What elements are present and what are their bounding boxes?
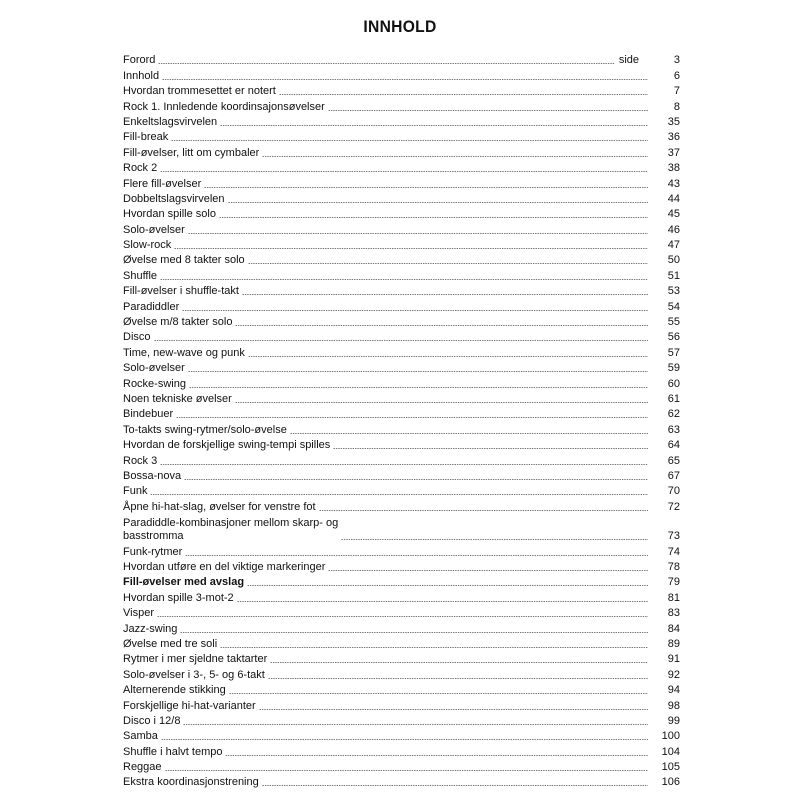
toc-entry-page: 57 bbox=[667, 346, 680, 359]
toc-entry bbox=[123, 329, 680, 344]
toc-entry-title: Solo-øvelser bbox=[123, 362, 185, 375]
dot-leader bbox=[341, 539, 648, 540]
toc-entry-page: 8 bbox=[673, 100, 680, 113]
toc-entry bbox=[123, 221, 680, 236]
toc-entry-title: Øvelse m/8 takter solo bbox=[123, 316, 233, 329]
toc-entry bbox=[123, 651, 680, 666]
dot-leader bbox=[270, 662, 648, 663]
toc-entry-page: 36 bbox=[667, 131, 680, 144]
toc-entry bbox=[123, 314, 680, 329]
dot-leader bbox=[158, 63, 614, 64]
toc-entry-title: Rytmer i mer sjeldne taktarter bbox=[123, 653, 268, 666]
toc-entry-title: Fill-øvelser med avslag bbox=[123, 576, 245, 589]
dot-leader bbox=[229, 693, 648, 694]
toc-entry bbox=[123, 252, 680, 267]
dot-leader bbox=[219, 217, 648, 218]
toc-entry bbox=[123, 682, 680, 697]
toc-entry-title: Disco i 12/8 bbox=[123, 714, 181, 727]
toc-entry-title: Solo-øvelser bbox=[123, 223, 185, 236]
dot-leader bbox=[319, 510, 648, 511]
toc-entry bbox=[123, 191, 680, 206]
dot-leader bbox=[182, 310, 648, 311]
toc-entry-title: Jazz-swing bbox=[123, 622, 178, 635]
toc-entry-page: 104 bbox=[661, 745, 680, 758]
dot-leader bbox=[161, 739, 648, 740]
toc-entry-title: Visper bbox=[123, 607, 154, 620]
toc-entry bbox=[123, 160, 680, 175]
dot-leader bbox=[171, 140, 648, 141]
toc-entry-page: 100 bbox=[661, 730, 680, 743]
toc-entry bbox=[123, 98, 680, 113]
toc-entry-page: 50 bbox=[667, 254, 680, 267]
toc-entry bbox=[123, 129, 680, 144]
toc-entry bbox=[123, 697, 680, 712]
dot-leader bbox=[237, 601, 648, 602]
toc-entry-page: 55 bbox=[667, 316, 680, 329]
dot-leader bbox=[279, 94, 648, 95]
dot-leader bbox=[259, 709, 648, 710]
dot-leader bbox=[154, 340, 648, 341]
toc-entry-title: To-takts swing-rytmer/solo-øvelse bbox=[123, 423, 287, 436]
toc-entry bbox=[123, 83, 680, 98]
dot-leader bbox=[268, 678, 648, 679]
dot-leader bbox=[204, 187, 648, 188]
toc-entry-title: Bindebuer bbox=[123, 408, 174, 421]
toc-entry-title: Øvelse med 8 takter solo bbox=[123, 254, 245, 267]
toc-entry-page: 83 bbox=[667, 607, 680, 620]
toc-entry-page: 67 bbox=[667, 469, 680, 482]
toc-entry bbox=[123, 498, 680, 513]
dot-leader bbox=[160, 171, 648, 172]
toc-entry bbox=[123, 713, 680, 728]
toc-entry-title: Noen tekniske øvelser bbox=[123, 392, 232, 405]
toc-entry bbox=[123, 468, 680, 483]
toc-entry-page: 53 bbox=[667, 285, 680, 298]
toc-entry bbox=[123, 206, 680, 221]
toc-entry-title: Solo-øvelser i 3-, 5- og 6-takt bbox=[123, 668, 265, 681]
toc-entry-page: 3 bbox=[673, 54, 680, 67]
toc-entry-page: 106 bbox=[661, 776, 680, 789]
toc-entry bbox=[123, 421, 680, 436]
toc-entry-title: Bossa-nova bbox=[123, 469, 182, 482]
toc-entry bbox=[123, 52, 680, 67]
dot-leader bbox=[185, 555, 648, 556]
toc-entry bbox=[123, 543, 680, 558]
toc-entry-page: 72 bbox=[667, 500, 680, 513]
toc-entry bbox=[123, 391, 680, 406]
page-title: INNHOLD bbox=[363, 17, 437, 37]
toc-entry-title: Hvordan spille 3-mot-2 bbox=[123, 591, 234, 604]
dot-leader bbox=[188, 371, 648, 372]
dot-leader bbox=[235, 325, 648, 326]
toc-entry-page: 64 bbox=[667, 439, 680, 452]
toc-entry-title: Funk-rytmer bbox=[123, 545, 183, 558]
toc-entry-page: 105 bbox=[661, 761, 680, 774]
toc-entry bbox=[123, 774, 680, 789]
dot-leader bbox=[235, 402, 648, 403]
toc-entry-title: Rock 2 bbox=[123, 162, 158, 175]
dot-leader bbox=[262, 156, 648, 157]
dot-leader bbox=[220, 647, 648, 648]
toc-entry-page: 62 bbox=[667, 408, 680, 421]
toc-entry-page: 6 bbox=[673, 69, 680, 82]
toc-entry-page: 74 bbox=[667, 545, 680, 558]
toc-entry bbox=[123, 559, 680, 574]
toc-entry-title: Hvordan trommesettet er notert bbox=[123, 85, 276, 98]
toc-entry bbox=[123, 437, 680, 452]
toc-entry-title: Fill-break bbox=[123, 131, 169, 144]
toc-entry-title: Slow-rock bbox=[123, 239, 172, 252]
toc-entry-title: Alternerende stikking bbox=[123, 684, 226, 697]
toc-entry-title: Reggae bbox=[123, 761, 162, 774]
dot-leader bbox=[176, 417, 648, 418]
dot-leader bbox=[183, 724, 648, 725]
dot-leader bbox=[188, 233, 648, 234]
toc-entry-title: Hvordan spille solo bbox=[123, 208, 216, 221]
toc-entry-title: Fill-øvelser i shuffle-takt bbox=[123, 285, 239, 298]
toc-entry-title: Shuffle i halvt tempo bbox=[123, 745, 223, 758]
toc-entry bbox=[123, 237, 680, 252]
toc-entry-page: 56 bbox=[667, 331, 680, 344]
toc-entry bbox=[123, 114, 680, 129]
toc-entry bbox=[123, 759, 680, 774]
toc-entry-title: Samba bbox=[123, 730, 158, 743]
toc-entry-page: 92 bbox=[667, 668, 680, 681]
toc-entry-page: 99 bbox=[667, 714, 680, 727]
toc-entry-page: 70 bbox=[667, 485, 680, 498]
toc-entry-title: Ekstra koordinasjonstrening bbox=[123, 776, 259, 789]
dot-leader bbox=[328, 570, 648, 571]
toc-entry-page: 91 bbox=[667, 653, 680, 666]
toc-entry bbox=[123, 728, 680, 743]
toc-entry-page: 43 bbox=[667, 177, 680, 190]
toc-entry-title: Dobbeltslagsvirvelen bbox=[123, 192, 225, 205]
toc-entry-page: 47 bbox=[667, 239, 680, 252]
dot-leader bbox=[189, 387, 648, 388]
toc-entry-title: Fill-øvelser, litt om cymbaler bbox=[123, 146, 260, 159]
toc-entry-title: Rocke-swing bbox=[123, 377, 186, 390]
toc-entry bbox=[123, 574, 680, 589]
toc-entry bbox=[123, 605, 680, 620]
dot-leader bbox=[157, 616, 648, 617]
dot-leader bbox=[328, 110, 648, 111]
toc-entry bbox=[123, 283, 680, 298]
toc-entry bbox=[123, 666, 680, 681]
toc-entry-page: 7 bbox=[673, 85, 680, 98]
toc-entry bbox=[123, 636, 680, 651]
toc-entry-page: 44 bbox=[667, 192, 680, 205]
toc-entry-page: 38 bbox=[667, 162, 680, 175]
toc-entry-page: 59 bbox=[667, 362, 680, 375]
toc-entry-page: 65 bbox=[667, 454, 680, 467]
toc-entry-title: Forord bbox=[123, 54, 156, 67]
toc-entry-title: Funk bbox=[123, 485, 148, 498]
dot-leader bbox=[160, 464, 648, 465]
toc-entry-title: Hvordan de forskjellige swing-tempi spilles bbox=[123, 439, 331, 452]
table-of-contents bbox=[123, 52, 680, 789]
toc-entry-title: Åpne hi-hat-slag, øvelser for venstre fot bbox=[123, 500, 316, 513]
toc-entry bbox=[123, 406, 680, 421]
dot-leader bbox=[150, 494, 648, 495]
dot-leader bbox=[225, 755, 648, 756]
toc-entry-title: Disco bbox=[123, 331, 151, 344]
toc-entry bbox=[123, 620, 680, 635]
dot-leader bbox=[228, 202, 649, 203]
toc-entry-title: Øvelse med tre soli bbox=[123, 637, 218, 650]
dot-leader bbox=[242, 294, 648, 295]
toc-entry-page: 81 bbox=[667, 591, 680, 604]
toc-entry-title: Rock 3 bbox=[123, 454, 158, 467]
toc-entry-title: Rock 1. Innledende koordinsajonsøvelser bbox=[123, 100, 325, 113]
toc-entry bbox=[123, 589, 680, 604]
dot-leader bbox=[262, 785, 648, 786]
toc-entry-title: Flere fill-øvelser bbox=[123, 177, 202, 190]
toc-entry-title: Forskjellige hi-hat-varianter bbox=[123, 699, 256, 712]
dot-leader bbox=[180, 632, 648, 633]
dot-leader bbox=[248, 263, 648, 264]
dot-leader bbox=[247, 585, 648, 586]
toc-entry bbox=[123, 360, 680, 375]
toc-entry-page: 60 bbox=[667, 377, 680, 390]
toc-entry-title: Shuffle bbox=[123, 269, 158, 282]
toc-entry-page: 54 bbox=[667, 300, 680, 313]
toc-entry-page: 37 bbox=[667, 146, 680, 159]
toc-entry-page: 78 bbox=[667, 561, 680, 573]
toc-entry-page: 79 bbox=[667, 576, 680, 589]
toc-entry-page: 63 bbox=[667, 423, 680, 436]
toc-entry-page: 94 bbox=[667, 684, 680, 697]
toc-entry-page: 89 bbox=[667, 637, 680, 650]
dot-leader bbox=[333, 448, 648, 449]
toc-entry-page: 73 bbox=[667, 530, 680, 543]
dot-leader bbox=[162, 79, 648, 80]
toc-entry bbox=[123, 267, 680, 282]
toc-entry-title: Paradiddler bbox=[123, 300, 180, 313]
toc-entry bbox=[123, 743, 680, 758]
toc-entry bbox=[123, 175, 680, 190]
toc-entry bbox=[123, 483, 680, 498]
toc-entry-page: 98 bbox=[667, 699, 680, 712]
toc-entry-page: 61 bbox=[667, 392, 680, 405]
toc-entry-title: Innhold bbox=[123, 69, 160, 82]
dot-leader bbox=[184, 479, 648, 480]
dot-leader bbox=[220, 125, 648, 126]
toc-entry-title: Hvordan utføre en del viktige markeringer bbox=[123, 561, 326, 573]
toc-entry-title: Paradiddle-kombinasjoner mellom skarp- og basstromma bbox=[123, 517, 339, 543]
toc-entry bbox=[123, 452, 680, 467]
toc-entry-page: 46 bbox=[667, 223, 680, 236]
toc-entry bbox=[123, 298, 680, 313]
dot-leader bbox=[165, 770, 648, 771]
toc-entry bbox=[123, 344, 680, 359]
toc-entry bbox=[123, 375, 680, 390]
toc-entry-page: 84 bbox=[667, 622, 680, 635]
dot-leader bbox=[174, 248, 648, 249]
dot-leader bbox=[248, 356, 648, 357]
toc-entry bbox=[123, 144, 680, 159]
toc-entry bbox=[123, 67, 680, 82]
side-label: side bbox=[618, 54, 639, 67]
toc-entry-page: 45 bbox=[667, 208, 680, 221]
toc-entry-title: Enkeltslagsvirvelen bbox=[123, 115, 218, 128]
dot-leader bbox=[160, 279, 648, 280]
toc-entry-page: 51 bbox=[667, 269, 680, 282]
dot-leader bbox=[290, 433, 648, 434]
toc-entry-page: 35 bbox=[667, 115, 680, 128]
toc-entry bbox=[123, 514, 680, 544]
toc-entry-title: Time, new-wave og punk bbox=[123, 346, 245, 359]
